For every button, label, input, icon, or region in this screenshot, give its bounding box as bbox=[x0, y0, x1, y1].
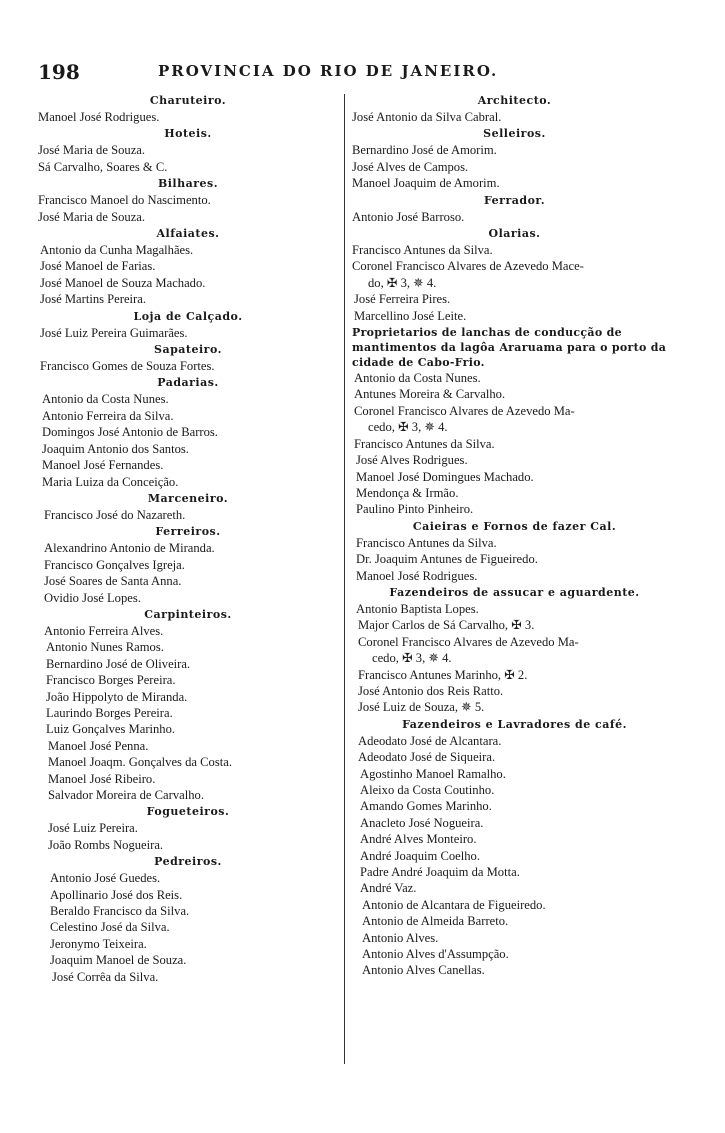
directory-entry: Francisco Manoel do Nascimento. bbox=[38, 193, 211, 208]
directory-entry: Adeodato José de Siqueira. bbox=[358, 750, 496, 765]
section-heading: Selleiros. bbox=[483, 127, 546, 141]
directory-entry: Antonio Nunes Ramos. bbox=[46, 640, 164, 655]
directory-entry: Antonio Ferreira Alves. bbox=[44, 623, 164, 638]
section-heading: Bilhares. bbox=[157, 177, 219, 191]
directory-entry: Adeodato José de Alcantara. bbox=[358, 733, 502, 748]
directory-entry: Manoel Joaquim de Amorim. bbox=[352, 176, 500, 191]
directory-entry: Sá Carvalho, Soares & C. bbox=[38, 159, 168, 174]
directory-entry: Antonio de Alcantara de Figueiredo. bbox=[362, 897, 546, 912]
directory-entry: Antonio da Cunha Magalhães. bbox=[40, 243, 194, 258]
section-heading: Fogueteiros. bbox=[146, 805, 230, 819]
right-column bbox=[352, 92, 677, 979]
directory-entry: Ovidio José Lopes. bbox=[44, 590, 141, 605]
directory-entry: André Vaz. bbox=[360, 881, 417, 896]
section-heading: Alfaiates. bbox=[156, 227, 220, 241]
section-heading: Hoteis. bbox=[164, 127, 212, 141]
directory-entry: Luiz Gonçalves Marinho. bbox=[46, 722, 176, 737]
section-heading: Loja de Calçado. bbox=[133, 309, 243, 323]
directory-entry: José Luiz de Souza, ✵ 5. bbox=[358, 700, 485, 715]
directory-entry: Antonio Baptista Lopes. bbox=[356, 601, 479, 616]
directory-entry: José Maria de Souza. bbox=[38, 143, 146, 158]
directory-entry: José Corrêa da Silva. bbox=[52, 969, 159, 984]
directory-entry: Coronel Francisco Alvares de Azevedo Mace- bbox=[352, 259, 584, 274]
directory-entry: Manoel José Penna. bbox=[48, 738, 149, 753]
section-heading: Fazendeiros e Lavradores de café. bbox=[402, 717, 627, 731]
directory-entry: Francisco Borges Pereira. bbox=[46, 673, 176, 688]
directory-entry: Joaquim Manoel de Souza. bbox=[50, 953, 187, 968]
directory-entry: Francisco José do Nazareth. bbox=[44, 507, 186, 522]
directory-entry: Francisco Gomes de Souza Fortes. bbox=[40, 359, 215, 374]
directory-entry: Salvador Moreira de Carvalho. bbox=[48, 788, 204, 802]
directory-entry: André Joaquim Coelho. bbox=[360, 848, 480, 863]
directory-entry: José Luiz Pereira Guimarães. bbox=[40, 325, 188, 340]
directory-entry: Mendonça & Irmão. bbox=[356, 485, 459, 500]
directory-entry: José Ferreira Pires. bbox=[354, 292, 451, 307]
directory-entry: Anacleto José Nogueira. bbox=[360, 815, 484, 830]
directory-entry: Domingos José Antonio de Barros. bbox=[42, 425, 218, 440]
directory-entry: Antunes Moreira & Carvalho. bbox=[354, 387, 506, 402]
directory-entry: Manoel José Rodrigues. bbox=[356, 568, 478, 583]
directory-entry: José Martins Pereira. bbox=[40, 292, 146, 307]
directory-entry: Coronel Francisco Alvares de Azevedo Ma- bbox=[354, 403, 575, 418]
directory-entry: Manoel José Rodrigues. bbox=[38, 110, 160, 124]
directory-entry: cedo, ✠ 3, ✵ 4. bbox=[372, 651, 452, 666]
directory-entry: Major Carlos de Sá Carvalho, ✠ 3. bbox=[358, 618, 535, 633]
directory-entry: Bernardino José de Oliveira. bbox=[46, 656, 191, 671]
section-heading: Ferrador. bbox=[483, 193, 546, 207]
left-column bbox=[38, 92, 338, 985]
section-heading: Fazendeiros de assucar e aguardente. bbox=[389, 585, 640, 599]
directory-entry: José Alves de Campos. bbox=[352, 159, 469, 174]
directory-entry: João Rombs Nogueira. bbox=[48, 837, 164, 852]
directory-entry: Francisco Antunes da Silva. bbox=[356, 535, 497, 550]
directory-entry: Jeronymo Teixeira. bbox=[50, 936, 147, 951]
directory-entry: José Manoel de Souza Machado. bbox=[40, 275, 206, 290]
section-heading: Olarias. bbox=[488, 227, 541, 241]
directory-entry: Joaquim Antonio dos Santos. bbox=[42, 441, 189, 456]
section-heading: Sapateiro. bbox=[154, 343, 222, 357]
section-heading: Proprietarios de lanchas de conducção de mantimentos da lagôa Araruama para o porto da cidade de Cabo-Frio. bbox=[352, 326, 667, 370]
column-divider bbox=[344, 94, 345, 1064]
directory-entry: Aleixo da Costa Coutinho. bbox=[360, 783, 495, 797]
directory-entry: Antonio da Costa Nunes. bbox=[42, 392, 169, 407]
section-heading: Carpinteiros. bbox=[144, 607, 232, 621]
directory-entry: José Luiz Pereira. bbox=[48, 821, 138, 836]
directory-entry: Amando Gomes Marinho. bbox=[360, 799, 492, 814]
directory-entry: Manoel José Ribeiro. bbox=[48, 771, 156, 786]
section-heading: Ferreiros. bbox=[155, 525, 221, 539]
directory-entry: Alexandrino Antonio de Miranda. bbox=[44, 541, 215, 556]
directory-entry: Antonio Alves. bbox=[362, 930, 439, 945]
directory-entry: Francisco Antunes da Silva. bbox=[354, 436, 495, 451]
directory-entry: Antonio Alves Canellas. bbox=[362, 963, 485, 978]
directory-entry: Antonio José Guedes. bbox=[50, 871, 161, 886]
directory-entry: Celestino José da Silva. bbox=[50, 920, 170, 935]
section-heading: Architecto. bbox=[477, 94, 552, 107]
section-heading: Caieiras e Fornos de fazer Cal. bbox=[412, 519, 617, 533]
directory-entry: Manoel José Fernandes. bbox=[42, 458, 164, 473]
directory-entry: Agostinho Manoel Ramalho. bbox=[360, 766, 506, 781]
page-number: 198 bbox=[38, 60, 80, 84]
directory-entry: Francisco Gonçalves Igreja. bbox=[44, 557, 185, 572]
directory-entry: Francisco Antunes Marinho, ✠ 2. bbox=[358, 667, 528, 682]
directory-entry: Manoel José Domingues Machado. bbox=[356, 469, 534, 484]
directory-entry: José Antonio da Silva Cabral. bbox=[352, 110, 502, 124]
directory-entry: do, ✠ 3, ✵ 4. bbox=[368, 275, 437, 290]
directory-entry: José Manoel de Farias. bbox=[40, 259, 156, 274]
directory-entry: José Alves Rodrigues. bbox=[356, 453, 468, 468]
directory-entry: Antonio José Barroso. bbox=[352, 209, 465, 224]
directory-entry: Antonio da Costa Nunes. bbox=[354, 371, 481, 386]
directory-entry: Beraldo Francisco da Silva. bbox=[50, 904, 190, 919]
directory-entry: Bernardino José de Amorim. bbox=[352, 143, 497, 158]
directory-entry: Coronel Francisco Alvares de Azevedo Ma- bbox=[358, 634, 579, 649]
directory-entry: Antonio Ferreira da Silva. bbox=[42, 408, 174, 423]
directory-entry: José Antonio dos Reis Ratto. bbox=[358, 683, 504, 698]
directory-entry: André Alves Monteiro. bbox=[360, 832, 477, 847]
directory-entry: Padre André Joaquim da Motta. bbox=[360, 865, 520, 880]
directory-entry: Francisco Antunes da Silva. bbox=[352, 243, 493, 258]
running-head: PROVINCIA DO RIO DE JANEIRO. bbox=[158, 62, 499, 80]
directory-entry: João Hippolyto de Miranda. bbox=[46, 689, 188, 704]
directory-entry: Paulino Pinto Pinheiro. bbox=[356, 502, 474, 517]
directory-entry: Marcellino José Leite. bbox=[354, 308, 467, 323]
directory-entry: Antonio de Almeida Barreto. bbox=[362, 914, 509, 929]
section-heading: Marceneiro. bbox=[147, 491, 229, 505]
directory-entry: José Maria de Souza. bbox=[38, 209, 146, 224]
directory-entry: Laurindo Borges Pereira. bbox=[46, 705, 173, 720]
section-heading: Padarias. bbox=[157, 376, 219, 390]
directory-entry: Dr. Joaquim Antunes de Figueiredo. bbox=[356, 552, 538, 567]
directory-entry: cedo, ✠ 3, ✵ 4. bbox=[368, 420, 448, 435]
directory-entry: Antonio Alves d'Assumpção. bbox=[362, 947, 509, 962]
directory-entry: José Soares de Santa Anna. bbox=[44, 574, 182, 589]
directory-entry: Manoel Joaqm. Gonçalves da Costa. bbox=[48, 755, 232, 770]
section-heading: Pedreiros. bbox=[154, 855, 222, 869]
directory-entry: Apollinario José dos Reis. bbox=[50, 887, 183, 902]
directory-entry: Maria Luiza da Conceição. bbox=[42, 474, 179, 489]
section-heading: Charuteiro. bbox=[149, 94, 227, 107]
